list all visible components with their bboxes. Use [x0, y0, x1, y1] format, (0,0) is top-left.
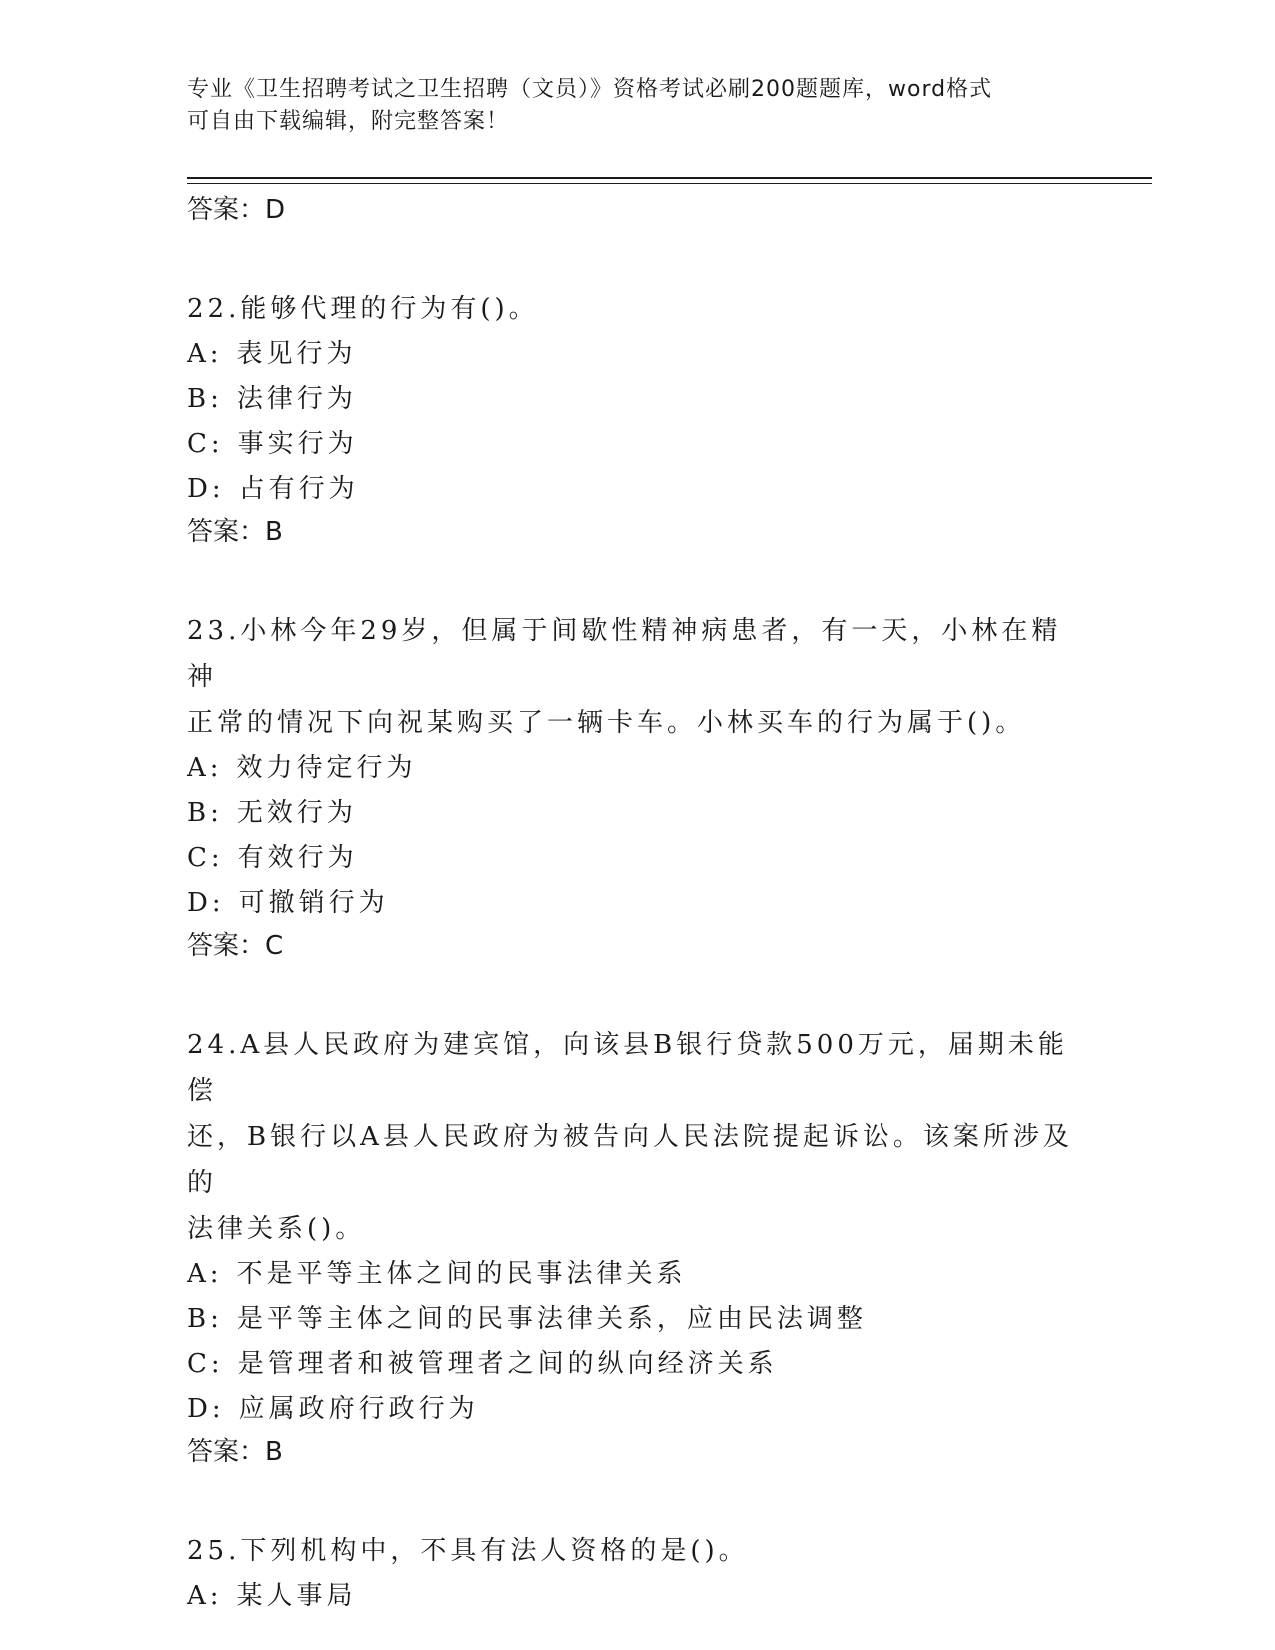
- question-stem-line: 24.A县人民政府为建宾馆，向该县B银行贷款500万元，届期未能偿: [187, 1030, 1068, 1106]
- option-text: 无效行为: [236, 798, 357, 828]
- option-row: [187, 332, 1087, 377]
- option-row: [187, 836, 1087, 881]
- question-stem-line: 正常的情况下向祝某购买了一辆卡车。小林买车的行为属于()。: [187, 708, 1026, 738]
- header-line-1: 专业《卫生招聘考试之卫生招聘（文员）》资格考试必刷200题题库，word格式: [187, 77, 993, 102]
- answer-label: 答案：B: [187, 517, 283, 547]
- option-text: 是平等主体之间的民事法律关系，应由民法调整: [236, 1304, 867, 1334]
- option-row: [187, 1297, 1087, 1342]
- header-rule-thick: [187, 177, 1152, 179]
- option-row: [187, 377, 1087, 422]
- option-letter: D:: [187, 1394, 225, 1424]
- answer-label: 答案：C: [187, 931, 284, 961]
- option-row: [187, 881, 1087, 926]
- option-text: 法律行为: [236, 384, 357, 414]
- option-letter: B:: [187, 384, 223, 414]
- answer-label: 答案：D: [187, 195, 286, 225]
- option-text: 应属政府行政行为: [238, 1394, 479, 1424]
- question-stem-line: 法律关系()。: [187, 1214, 366, 1244]
- option-row: [187, 1387, 1087, 1432]
- header-line-2: 可自由下载编辑，附完整答案！: [187, 109, 510, 134]
- option-letter: A:: [187, 1259, 223, 1289]
- question-stem-line: 还，B银行以A县人民政府为被告向人民法院提起诉讼。该案所涉及的: [187, 1122, 1073, 1198]
- option-row: [187, 1574, 1087, 1619]
- question-stem-line: 25.下列机构中，不具有法人资格的是()。: [187, 1536, 749, 1566]
- option-row: [187, 467, 1087, 512]
- option-text: 某人事局: [236, 1581, 357, 1611]
- option-row: [187, 1252, 1087, 1297]
- question-block: [187, 1528, 1087, 1619]
- header-rule-thin: [187, 183, 1152, 184]
- option-row: [187, 746, 1087, 791]
- option-letter: A:: [187, 753, 223, 783]
- option-row: [187, 791, 1087, 836]
- option-text: 有效行为: [237, 843, 358, 873]
- option-row: [187, 1342, 1087, 1387]
- option-letter: B:: [187, 798, 223, 828]
- option-text: 表见行为: [236, 339, 357, 369]
- question-list: [187, 190, 1087, 1619]
- option-text: 占有行为: [238, 474, 359, 504]
- option-row: [187, 422, 1087, 467]
- option-text: 是管理者和被管理者之间的纵向经济关系: [237, 1349, 778, 1379]
- option-letter: A:: [187, 339, 223, 369]
- option-text: 可撤销行为: [238, 888, 389, 918]
- option-text: 事实行为: [237, 429, 358, 459]
- option-letter: C:: [187, 1349, 224, 1379]
- option-text: 不是平等主体之间的民事法律关系: [236, 1259, 687, 1289]
- question-stem-line: 22.能够代理的行为有()。: [187, 294, 539, 324]
- option-letter: A:: [187, 1581, 223, 1611]
- option-letter: D:: [187, 888, 225, 918]
- question-stem-line: 23.小林今年29岁，但属于间歇性精神病患者，有一天，小林在精神: [187, 616, 1062, 692]
- question-block: [187, 608, 1087, 1022]
- question-block: [187, 286, 1087, 608]
- question-block: [187, 1022, 1087, 1528]
- option-letter: B:: [187, 1304, 223, 1334]
- option-text: 效力待定行为: [236, 753, 417, 783]
- answer-label: 答案：B: [187, 1437, 283, 1467]
- option-letter: C:: [187, 429, 224, 459]
- document-header: [187, 74, 1087, 138]
- option-letter: C:: [187, 843, 224, 873]
- option-letter: D:: [187, 474, 225, 504]
